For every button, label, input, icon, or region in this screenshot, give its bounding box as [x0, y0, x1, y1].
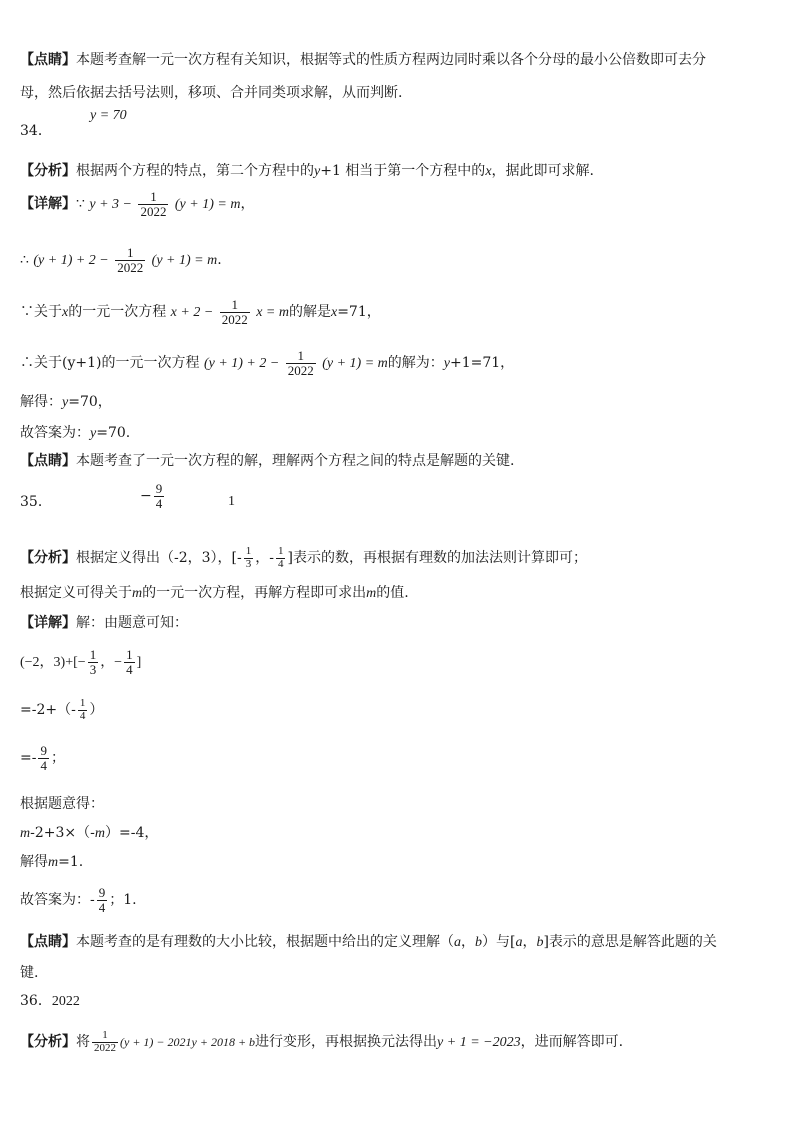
q35-dj-e: ]表示的意思是解答此题的关: [543, 934, 717, 950]
frac-den: 3: [89, 661, 97, 677]
fraction-1-over-2022: [138, 190, 168, 218]
frac-num: 1: [245, 545, 252, 557]
q35-dj-a: 本题考查的是有理数的大小比较，根据题中给出的定义理解（: [76, 934, 454, 950]
therefore-symbol: ∴: [20, 355, 34, 372]
q35-dj-var-b2: b: [536, 935, 544, 950]
frac-num: 1: [126, 245, 134, 260]
fraction-1-over-4: [276, 546, 286, 570]
q34-guda-label: 故答案为：: [20, 425, 90, 441]
q35-s2-a: =-2+（-: [20, 702, 76, 719]
xiangjie-tag: 【详解】: [20, 615, 76, 631]
q35-dianjing: [20, 935, 717, 950]
q36-fenxi-b: 进行变形，再根据换元法得出: [255, 1034, 438, 1051]
q36-fenxi-a: 将: [76, 1034, 90, 1051]
q35-dj-b: ，: [461, 934, 475, 950]
q35-l2-c: 的值.: [376, 585, 409, 601]
q34-guda-var-y: y: [90, 426, 97, 441]
frac-den: 2022: [140, 203, 167, 219]
q34-fenxi: [20, 164, 594, 179]
q34-eq1-tail: ，: [240, 196, 255, 213]
frac-num: 1: [89, 647, 97, 662]
frac-den: 4: [277, 557, 284, 570]
q34-number: 34．: [20, 123, 52, 139]
q35-line2: [20, 586, 409, 601]
fenxi-tag: 【分析】: [20, 163, 76, 179]
q35-step3: [20, 744, 65, 772]
q35-fenxi-b: ，-: [255, 550, 274, 567]
q35-jiede-label: 解得: [20, 854, 48, 870]
q34-xiangjie-eq1: [20, 190, 254, 218]
fraction-9-over-4: [38, 744, 49, 772]
q35-s1-b: ，−: [100, 655, 123, 671]
q34-l4-a: 关于(y+1)的一元一次方程: [34, 355, 200, 372]
q34-eq1-right: (y + 1) = m: [174, 197, 241, 213]
therefore-symbol: ∴: [20, 252, 29, 269]
q35-dj-var-a2: a: [515, 935, 523, 950]
q34-l4-eq-left: (y + 1) + 2 −: [203, 356, 280, 372]
q35-fenxi: [20, 546, 587, 570]
fraction-1-over-2022: [286, 349, 316, 377]
q35-xiangjie-text: 解：由题意可知：: [76, 615, 188, 631]
frac-den: 2022: [287, 362, 314, 378]
q33-dianjing-text-1: 本题考查解一元一次方程有关知识，根据等式的性质方程两边同时乘以各个分母的最小公倍数即可去分: [76, 52, 706, 68]
fraction-1-over-2022: [220, 298, 250, 326]
q35-guda: [20, 886, 137, 914]
q35-l2-var-m2: m: [366, 586, 377, 601]
q34-jiede-value: =70，: [68, 394, 112, 410]
q34-l3-var-x: x: [62, 305, 69, 321]
q34-jiede-label: 解得：: [20, 394, 62, 410]
q34-jiede: [20, 395, 112, 410]
frac-num: 1: [277, 545, 284, 557]
frac-den: 2022: [221, 311, 248, 327]
because-symbol: ∵: [20, 304, 34, 321]
because-symbol: ∵: [76, 196, 85, 213]
fraction-9-over-4: [154, 482, 165, 510]
frac-num: 1: [297, 348, 305, 363]
q34-fenxi-e: ，据此即可求解.: [491, 163, 594, 179]
q34-guda-value: =70.: [96, 425, 131, 441]
frac-num: 1: [150, 189, 157, 204]
frac-den: 2022: [117, 259, 144, 275]
q35-l2-a: 根据定义可得关于: [20, 585, 132, 601]
q33-dianjing-text-2: 母，然后依据去括号法则，移项、合并同类项求解，从而判断.: [20, 85, 403, 101]
q35-equation: [20, 826, 158, 841]
q35-eq-a: -2+3×（-: [30, 825, 95, 841]
fraction-1-over-3: [88, 648, 99, 676]
q35-dj-var-a: a: [454, 935, 461, 950]
frac-den: 4: [98, 899, 106, 915]
q33-dianjing-line2: [20, 86, 402, 100]
q34-eq1-left: y + 3 −: [89, 197, 132, 213]
q35-step2: [20, 698, 103, 722]
q35-jiede: [20, 855, 83, 870]
q34-jiede-var-y: y: [62, 395, 69, 410]
q34-l3-eq-left: x + 2 −: [170, 305, 214, 321]
q35-dj-var-b: b: [475, 935, 482, 950]
q35-guda-tail: ；1.: [109, 892, 137, 909]
q35-ans1-sign: −: [140, 488, 152, 505]
q35-dianjing-line2: 键.: [20, 965, 39, 981]
fenxi-tag: 【分析】: [20, 550, 76, 567]
q33-dianjing-line1: [20, 53, 706, 67]
frac-num: 1: [102, 1029, 108, 1041]
fraction-1-over-4: [78, 698, 88, 722]
frac-den: 4: [155, 495, 163, 511]
q35-jiede-var-m: m: [48, 855, 59, 870]
frac-den: 2022: [94, 1041, 116, 1054]
q35-eq-var-m: m: [20, 826, 31, 841]
q34-dianjing-text: 本题考查了一元一次方程的解，理解两个方程之间的特点是解题的关键.: [76, 453, 515, 469]
q35-l2-var-m: m: [132, 586, 143, 601]
fraction-1-over-2022: [115, 246, 145, 274]
fraction-1-over-2022: [92, 1030, 118, 1054]
q34-l3-eq-right: x = m: [256, 305, 289, 321]
q34-l4-d: +1=71，: [450, 355, 515, 372]
q35-answer2: 1: [228, 494, 235, 509]
q35-guda-label: 故答案为：-: [20, 892, 95, 909]
fraction-1-over-3: [244, 546, 254, 570]
q34-fenxi-var-y: y: [314, 164, 321, 179]
q34-dianjing: [20, 454, 514, 468]
q34-l3-var-x2: x: [330, 305, 338, 321]
frac-num: 1: [231, 297, 238, 312]
frac-den: 4: [126, 661, 133, 677]
q35-s3-b: ；: [50, 750, 65, 767]
frac-den: 3: [245, 557, 252, 570]
q35-fenxi-a: 根据定义得出（-2，3），[-: [76, 550, 242, 567]
q34-line3: [20, 298, 381, 326]
q35-jiede-value: =1.: [58, 854, 84, 870]
q36-number-answer: [20, 994, 80, 1009]
frac-num: 9: [98, 885, 106, 900]
q34-eq2: [20, 246, 222, 274]
q34-eq2-right: (y + 1) = m: [151, 253, 218, 269]
q34-l4-var-y: y: [443, 356, 450, 372]
q36-answer: 2022: [51, 994, 80, 1009]
frac-num: 9: [155, 481, 163, 496]
q34-l4-b: 的解为：: [387, 355, 444, 372]
q35-dj-d: ，: [522, 934, 537, 950]
q35-s1-a: (−2，3)+[−: [20, 655, 86, 671]
q34-eq2-tail: .: [217, 252, 222, 269]
q36-fenxi-c: ，进而解答即可.: [520, 1034, 624, 1051]
frac-num: 1: [126, 647, 133, 662]
fenxi-tag: 【分析】: [20, 1034, 76, 1051]
q34-fenxi-c: +1 相当于第一个方程中的: [320, 163, 486, 179]
q34-l3-e: =71，: [337, 304, 381, 321]
q34-l4-eq-right: (y + 1) = m: [322, 356, 388, 372]
dianjing-tag: 【点睛】: [20, 934, 76, 950]
dianjing-tag: 【点睛】: [20, 52, 76, 68]
q34-l3-a: 关于: [34, 304, 62, 321]
q34-fenxi-a: 根据两个方程的特点，第二个方程中的: [76, 163, 314, 179]
q35-eq-b: ）=-4，: [105, 825, 159, 841]
q34-line4: [20, 349, 514, 377]
q35-dj-c: ）与[: [482, 934, 516, 950]
q34-l3-c: 的解是: [288, 304, 331, 321]
fraction-9-over-4: [97, 886, 108, 914]
q35-tiyi: 根据题意得：: [20, 796, 104, 812]
fraction-1-over-4: [124, 648, 135, 676]
q35-xiangjie: [20, 616, 188, 630]
q34-guda: [20, 426, 130, 441]
q36-expression: (y + 1) − 2021y + 2018 + b: [120, 1035, 256, 1050]
q34-fenxi-var-x: x: [485, 164, 492, 179]
q36-substitution: y + 1 = −2023: [437, 1035, 521, 1051]
q34-eq2-left: (y + 1) + 2 −: [33, 253, 109, 269]
q35-s3-a: =-: [20, 750, 37, 767]
dianjing-tag: 【点睛】: [20, 453, 76, 469]
q35-s1-c: ]: [136, 655, 142, 671]
q35-number: 35．: [20, 494, 52, 510]
xiangjie-tag: 【详解】: [20, 196, 76, 213]
q35-s2-b: ）: [89, 702, 104, 719]
q35-eq-var-m2: m: [94, 826, 105, 841]
q34-answer: y = 70: [90, 108, 127, 123]
q35-fenxi-c: ]表示的数，再根据有理数的加法法则计算即可；: [287, 550, 587, 567]
q35-step1: [20, 648, 141, 676]
frac-den: 4: [79, 709, 86, 722]
q35-answer1: [140, 482, 166, 510]
frac-num: 9: [40, 743, 47, 758]
q36-number: 36．: [20, 993, 52, 1009]
q34-l3-b: 的一元一次方程: [68, 304, 167, 321]
q35-l2-b: 的一元一次方程，再解方程即可求出: [142, 585, 367, 601]
frac-den: 4: [40, 757, 47, 773]
frac-num: 1: [79, 697, 86, 709]
q36-fenxi: [20, 1030, 623, 1054]
